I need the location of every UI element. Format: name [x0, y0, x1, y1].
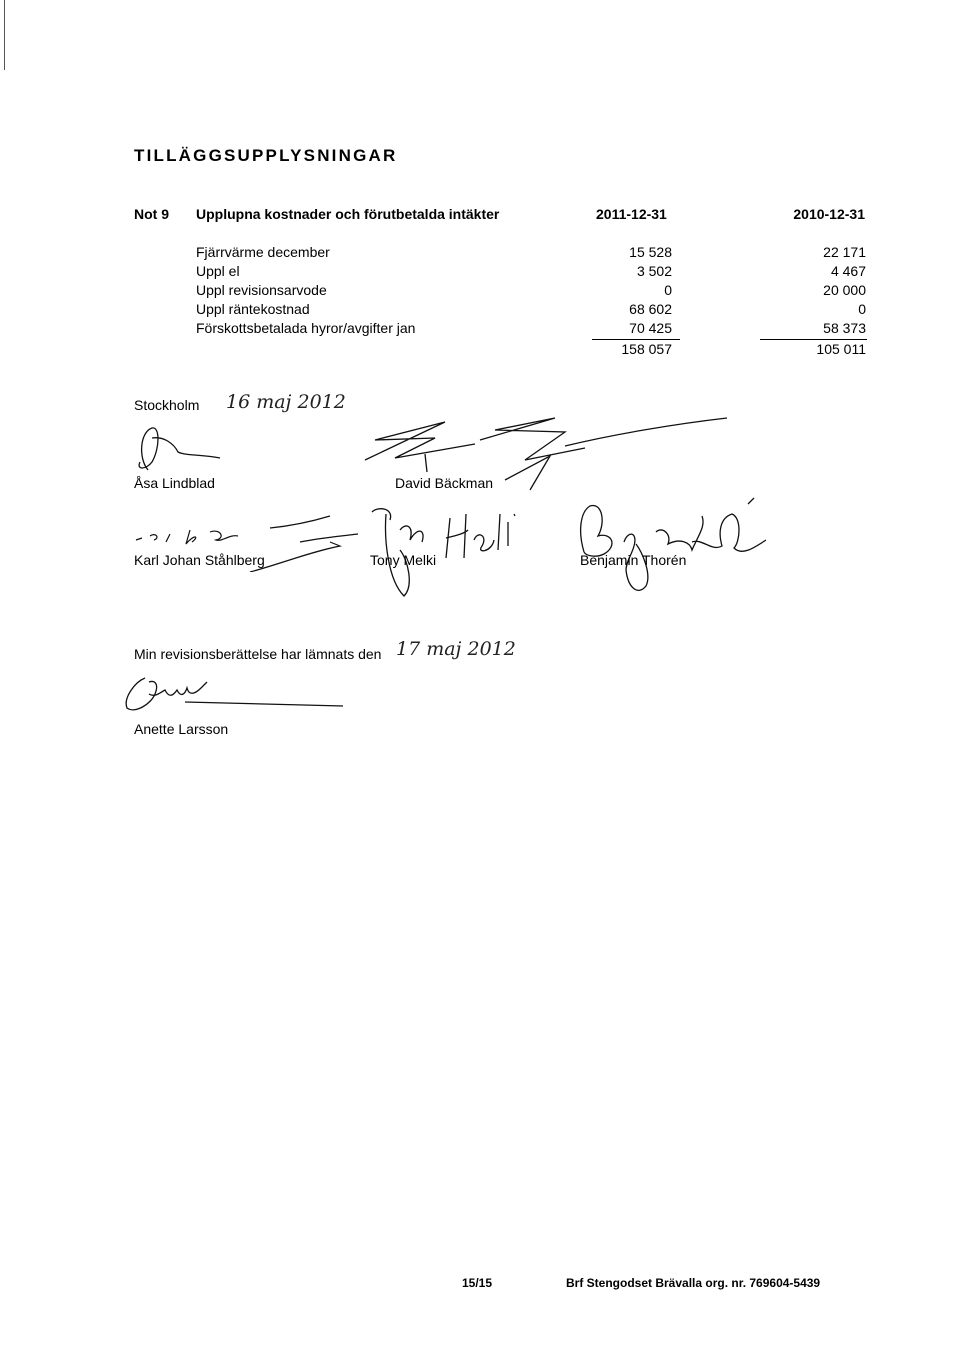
row-value-previous: 4 467: [830, 263, 866, 279]
auditor-name: Anette Larsson: [134, 721, 229, 737]
row-value-previous: 20 000: [823, 282, 866, 298]
signatory-name: Åsa Lindblad: [134, 475, 215, 491]
total-current: 158 057: [621, 341, 672, 357]
signatory-name: David Bäckman: [395, 475, 494, 491]
row-label: Uppl räntekostnad: [196, 301, 310, 317]
column-header-previous: 2010-12-31: [793, 206, 865, 222]
row-label: Uppl revisionsarvode: [196, 282, 327, 298]
signature-asa-lindblad: [130, 418, 260, 478]
row-value-current: 68 602: [629, 301, 672, 317]
row-value-current: 15 528: [629, 244, 672, 260]
sum-rule-current: [592, 339, 680, 340]
row-value-current: 70 425: [629, 320, 672, 336]
sum-rule-previous: [760, 339, 867, 340]
row-label: Fjärrvärme december: [196, 244, 330, 260]
table-row: [196, 244, 866, 263]
note-title: Upplupna kostnader och förutbetalda intäkter: [196, 206, 500, 222]
signatory-name: Karl Johan Ståhlberg: [134, 552, 265, 568]
audit-date-handwritten: 17 maj 2012: [396, 638, 516, 660]
note-label: Not 9: [134, 206, 169, 222]
scan-edge-line: [4, 0, 5, 70]
signing-place: Stockholm: [134, 397, 200, 413]
table-row: [196, 320, 866, 339]
row-value-previous: 58 373: [823, 320, 866, 336]
page-title: TILLÄGGSUPPLYSNINGAR: [134, 146, 398, 165]
table-row: [196, 282, 866, 301]
footer-organization: Brf Stengodset Brävalla org. nr. 769604-5439: [566, 1276, 821, 1290]
total-row: [196, 341, 866, 360]
signatory-name: Benjamin Thorén: [580, 552, 687, 568]
row-label: Förskottsbetalada hyror/avgifter jan: [196, 320, 416, 336]
row-value-previous: 22 171: [823, 244, 866, 260]
signature-anette-larsson: [115, 668, 355, 718]
row-value-previous: 0: [858, 301, 866, 317]
table-row: [196, 263, 866, 282]
row-label: Uppl el: [196, 263, 240, 279]
footer-page-number: 15/15: [462, 1276, 493, 1290]
table-row: [196, 301, 866, 320]
audit-statement: Min revisionsberättelse har lämnats den: [134, 646, 382, 662]
row-value-current: 3 502: [636, 263, 672, 279]
total-previous: 105 011: [816, 341, 866, 357]
row-value-current: 0: [664, 282, 672, 298]
signatory-name: Tony Melki: [370, 552, 437, 568]
signing-date-handwritten: 16 maj 2012: [226, 391, 346, 413]
column-header-current: 2011-12-31: [596, 206, 667, 222]
signature-benjamin-thoren: [572, 492, 782, 602]
